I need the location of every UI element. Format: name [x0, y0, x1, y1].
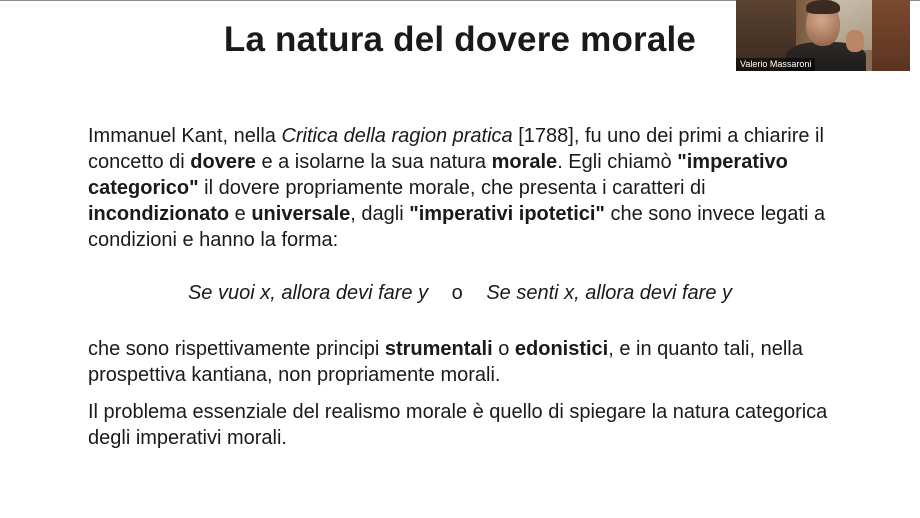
text-run-normal: che sono invece legati a condizioni e hanno la forma:	[88, 203, 826, 251]
text-run-normal: Immanuel Kant, nella	[88, 125, 282, 147]
participant-hand	[846, 30, 864, 52]
formula-right: Se senti x, allora devi fare y	[486, 282, 733, 304]
text-run-italic: Critica della ragion pratica	[281, 125, 513, 147]
participant-hair	[806, 0, 840, 14]
text-run-bold: dovere	[190, 151, 256, 173]
participant-name-label: Valerio Massaroni	[736, 58, 815, 71]
paragraph-kant-intro	[88, 123, 848, 253]
formula-left: Se vuoi x, allora devi fare y	[187, 282, 429, 304]
text-run-bold: "imperativo categorico"	[88, 151, 788, 199]
text-run-normal: o	[492, 338, 515, 360]
hypothetical-imperatives-formula	[0, 282, 920, 305]
text-run-bold: universale	[251, 203, 351, 225]
text-run-bold: incondizionato	[88, 203, 230, 225]
text-run-normal: e a isolarne la sua natura	[255, 151, 492, 173]
formula-separator: o	[451, 282, 463, 304]
video-background-wall	[872, 0, 910, 71]
text-run-normal: Il problema essenziale del realismo morale è quello di spiegare la natura categorica degli imperativi morali.	[88, 401, 828, 449]
participant-video-thumbnail[interactable]	[736, 0, 910, 71]
text-run-normal: [1788], fu uno dei primi a chiarire il concetto di	[88, 125, 824, 173]
text-run-bold: edonistici	[514, 338, 609, 360]
paragraph-moral-realism	[88, 399, 848, 451]
text-run-normal: e	[229, 203, 252, 225]
text-run-normal: , dagli	[350, 203, 410, 225]
text-run-bold: strumentali	[384, 338, 493, 360]
text-run-normal: il dovere propriamente morale, che presenta i caratteri di	[198, 177, 706, 199]
text-run-bold: morale	[491, 151, 558, 173]
text-run-normal: . Egli chiamò	[557, 151, 678, 173]
text-run-normal: che sono rispettivamente principi	[88, 338, 385, 360]
text-run-bold: "imperativi ipotetici"	[409, 203, 605, 225]
paragraph-instrumental-hedonistic	[88, 336, 848, 388]
text-run-normal: , e in quanto tali, nella prospettiva kantiana, non propriamente morali.	[88, 338, 803, 386]
slide-title: La natura del dovere morale	[223, 20, 697, 59]
